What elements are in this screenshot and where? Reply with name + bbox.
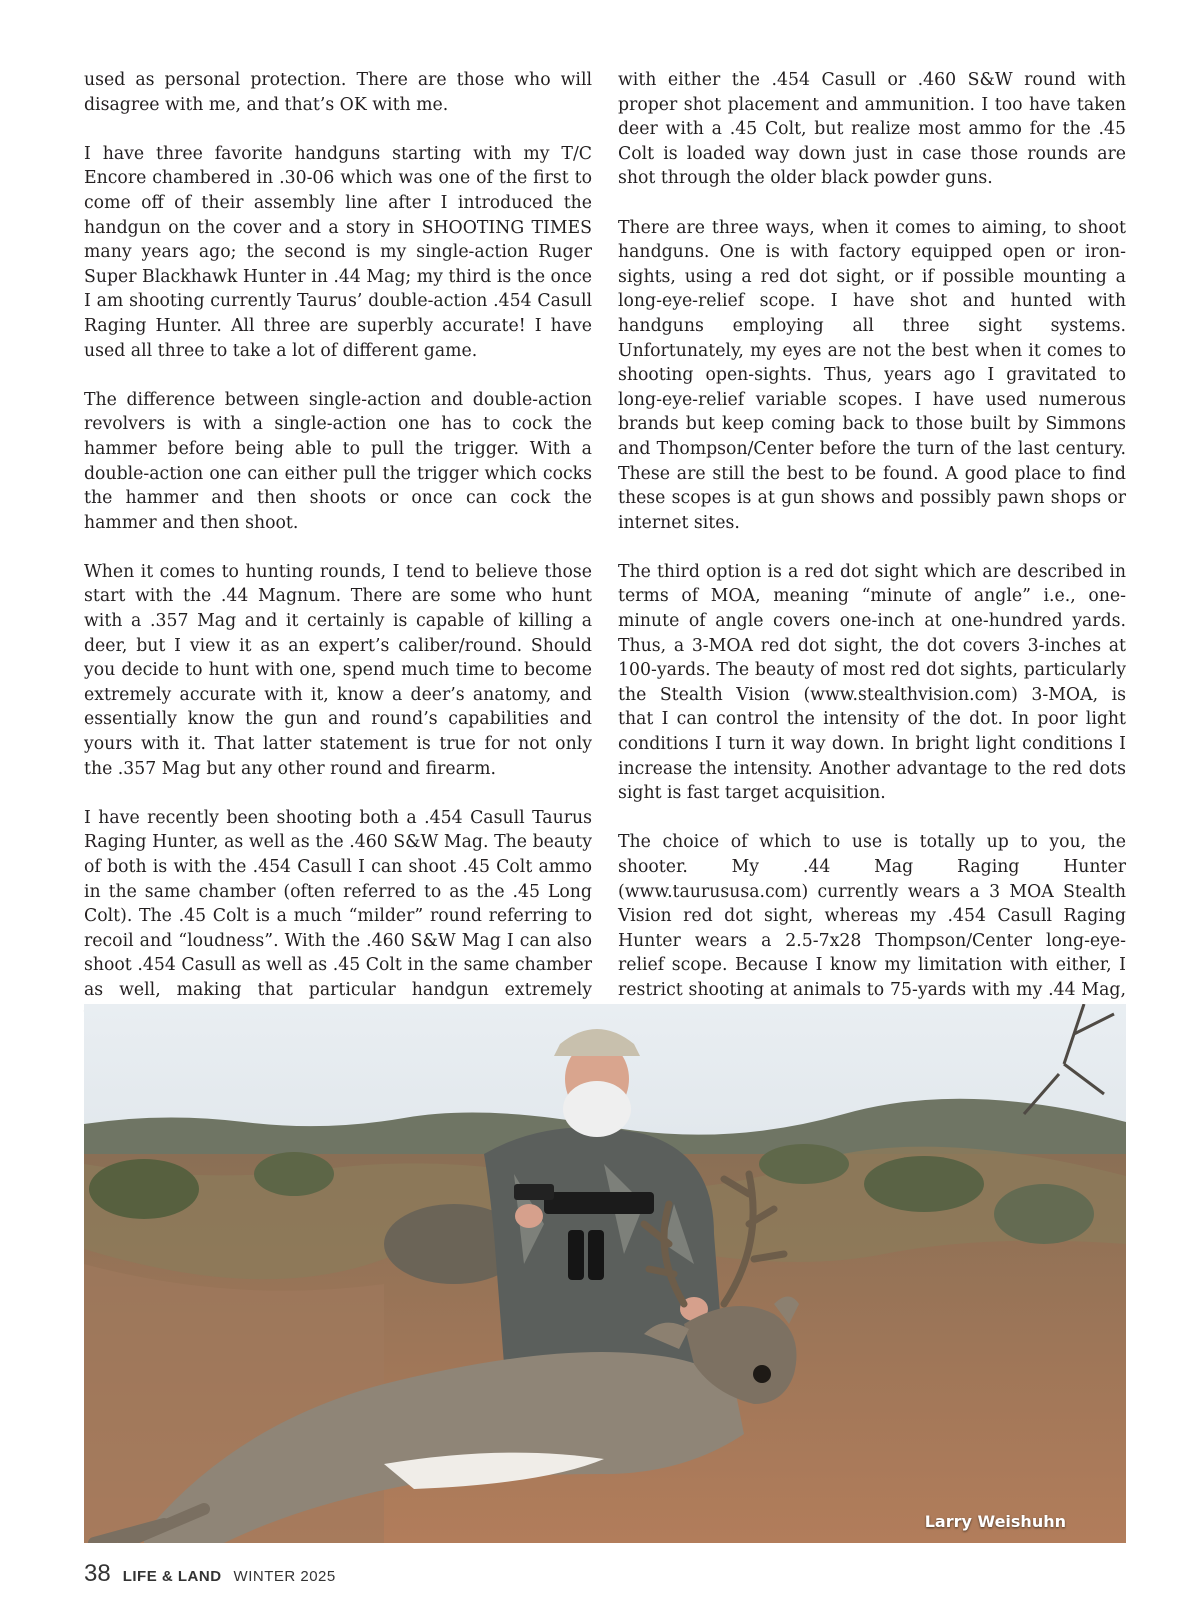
hunter-with-deer-photo — [84, 1004, 1126, 1543]
paragraph: When it comes to hunting rounds, I tend to believe those start with the .44 Magnum. There are some who hunt with a .357 Mag and it certainly is capable of killing a deer, but I view it as an expert’s caliber/round. Should you decide to hunt with one, spend much time to become extremely accurate with it, know a deer’s anatomy, and essentially know the gun and round’s capabilities and yours with it. That latter statement is true for not only the .357 Mag but any other round and firearm. — [84, 561, 592, 779]
left-column — [84, 68, 592, 1126]
paragraph: The third option is a red dot sight which are described in terms of MOA, meaning “minute of angle” i.e., one-minute of angle covers one-inch at one-hundred yards. Thus, a 3-MOA red dot sight, the dot covers 3-inches at 100-yards. The beauty of most red dot sights, particularly the Stealth Vision (www.stealthvision.com) 3-MOA, is that I can control the intensity of the dot. In poor light conditions I turn it way down. In bright light conditions I increase the intensity. Another advantage to the red dots sight is fast target acquisition. — [618, 561, 1126, 804]
paragraph: The difference between single-action and double-action revolvers is with a single-action one has to cock the hammer before being able to pull the trigger. With a double-action one can either pull the trigger which cocks the hammer and then shoots or once can cock the hammer and then shoot. — [84, 389, 592, 533]
photo-illustration — [84, 1004, 1126, 1543]
paragraph: The choice of which to use is totally up to you, the shooter. My .44 Mag Raging Hunter (www.taurususa.com) currently wears a 3 MOA Stealth Vision red dot sight, whereas my .454 Casull Raging Hunter wears a 2.5-7x28 Thompson/Center long-eye-relief scope. Because I know my limitation with either, I restrict shooting at animals to 75-yards with my .44 Mag, — [618, 832, 1126, 1000]
photo-credit: Larry Weishuhn — [924, 1512, 1066, 1531]
paragraph: There are three ways, when it comes to aiming, to shoot handguns. One is with factory equipped open or iron-sights, using a red dot sight, or if possible mounting a long-eye-relief scope. I have shot and hunted with handguns employing all three sight systems. Unfortunately, my eyes are not the best when it comes to shooting open-sights. Thus, years ago I gravitated to long-eye-relief variable scopes. I have used numerous brands but keep coming back to those built by Simmons and Thompson/Center before the turn of the last century. These are still the best to be found. A good place to find these scopes is at gun shows and possibly pawn shops or internet sites. — [618, 217, 1126, 533]
paragraph: I have recently been shooting both a .454 Casull Taurus Raging Hunter, as well as the .460 S&W Mag. The beauty of both is with the .454 Casull I can shoot .45 Colt ammo in the same chamber (often referred to as the .45 Long Colt). The .45 Colt is a much “milder” round referring to recoil and “loudness”. With the .460 S&W Mag I can also shoot .454 Casull as well as .45 Colt in the same chamber as well, making that particular handgun extremely — [84, 807, 592, 1000]
right-column — [618, 68, 1126, 1126]
paragraph: with either the .454 Casull or .460 S&W round with proper shot placement and ammunition. I too have taken deer with a .45 Colt, but realize most ammo for the .45 Colt is loaded way down just in case those rounds are shot through the older black powder guns. — [618, 70, 1126, 189]
page-number: 38 — [84, 1560, 111, 1587]
issue-label: WINTER 2025 — [233, 1568, 336, 1585]
paragraph: used as personal protection. There are those who will disagree with me, and that’s OK with me. — [84, 70, 592, 115]
magazine-name: LIFE & LAND — [122, 1568, 222, 1585]
paragraph: I have three favorite handguns starting with my T/C Encore chambered in .30-06 which was one of the first to come off of their assembly line after I introduced the handgun on the cover and a story in SHOOTING TIMES many years ago; the second is my single-action Ruger Super Blackhawk Hunter in .44 Mag; my third is the once I am shooting currently Taurus’ double-action .454 Casull Raging Hunter. All three are superbly accurate! I have used all three to take a lot of different game. — [84, 143, 592, 361]
page-footer — [84, 1560, 336, 1596]
